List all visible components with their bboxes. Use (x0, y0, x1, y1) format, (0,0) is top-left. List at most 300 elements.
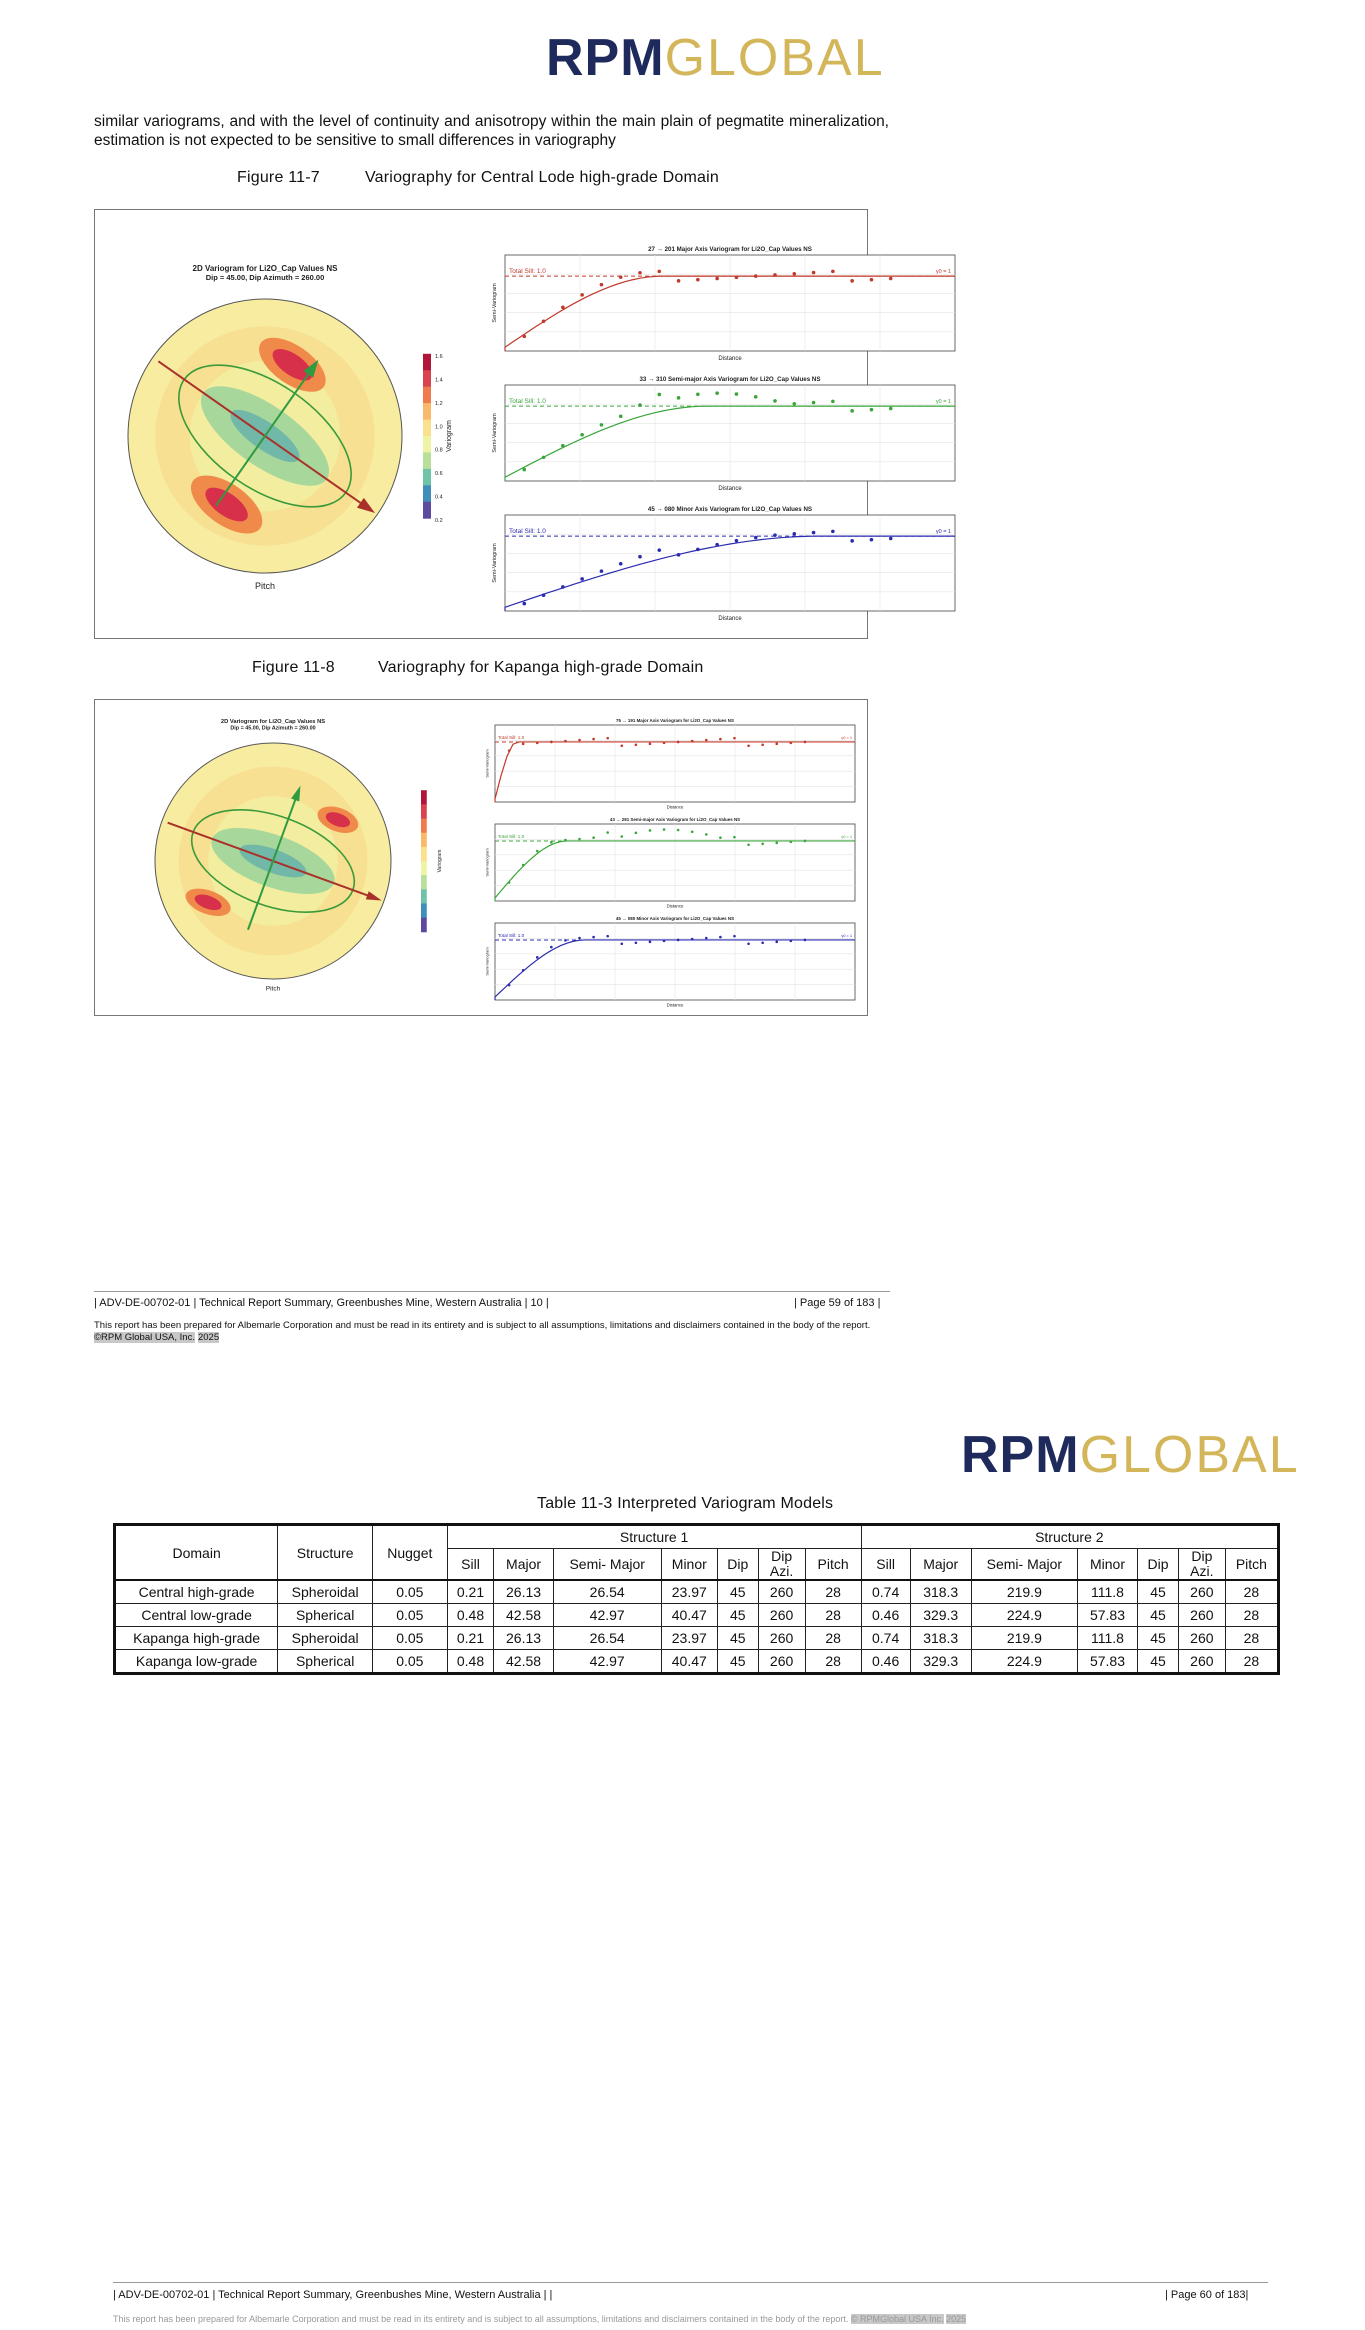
colorbar-segment (423, 485, 431, 502)
colorbar-segment (421, 918, 427, 933)
experimental-point (812, 531, 816, 535)
copyright-year: 2025 (946, 2314, 967, 2324)
experimental-point (754, 395, 758, 399)
experimental-point (691, 740, 694, 743)
experimental-point (775, 743, 778, 746)
sub-header-2-2: Semi- Major (971, 1549, 1077, 1581)
experimental-point (812, 401, 816, 405)
experimental-point (696, 278, 700, 282)
copyright-year: 2025 (197, 1332, 220, 1343)
colorbar-tick: 0.6 (435, 471, 443, 478)
experimental-point (761, 842, 764, 845)
table-cell: 42.97 (553, 1650, 661, 1674)
table-cell: 260 (1178, 1650, 1225, 1674)
experimental-point (804, 840, 807, 843)
variogram-panel-1 (492, 246, 955, 362)
experimental-point (889, 277, 893, 281)
table-cell: Spherical (278, 1604, 373, 1627)
colorbar-segment (421, 819, 427, 834)
stereonet (155, 719, 443, 993)
gamma-label: γ0 = 1 (841, 734, 853, 740)
colorbar-segment (421, 889, 427, 904)
sub-header-2-3: Minor (1077, 1549, 1137, 1581)
colorbar-tick: 0.2 (435, 518, 443, 525)
y-axis-label: Semi-Variogram (484, 749, 490, 778)
table-cell: 260 (758, 1627, 805, 1650)
table-cell: 0.05 (373, 1604, 447, 1627)
rpm-global-logo-page2 (961, 1427, 1300, 1483)
logo-global-text: GLOBAL (1079, 1426, 1300, 1484)
sill-label: Total Sill: 1.0 (509, 268, 546, 276)
experimental-point (606, 831, 609, 834)
experimental-point (580, 577, 584, 581)
table-cell: 28 (805, 1604, 861, 1627)
experimental-point (719, 738, 722, 741)
table-cell: 0.48 (447, 1650, 494, 1674)
table-cell: 28 (805, 1650, 861, 1674)
experimental-point (663, 940, 666, 943)
experimental-point (635, 941, 638, 944)
experimental-point (619, 562, 623, 566)
footer-doc-ref-page2: | ADV-DE-00702-01 | Technical Report Summary, Greenbushes Mine, Western Australia | | (113, 2289, 553, 2301)
table-row (115, 1580, 1279, 1604)
table-cell: Spherical (278, 1650, 373, 1674)
colorbar-label: Variogram (437, 849, 444, 873)
variogram-table-wrapper (113, 1523, 1280, 1675)
colorbar-tick: 1.2 (435, 400, 443, 407)
table-cell: 42.97 (553, 1604, 661, 1627)
experimental-point (715, 391, 719, 395)
experimental-point (638, 555, 642, 559)
gamma-label: γ0 = 1 (841, 932, 853, 938)
experimental-point (831, 530, 835, 534)
table-cell: 23.97 (661, 1580, 717, 1604)
experimental-point (542, 456, 546, 460)
table-cell: Central low-grade (115, 1604, 278, 1627)
logo-global-text: GLOBAL (664, 29, 885, 87)
table-cell: 45 (1138, 1580, 1179, 1604)
experimental-point (733, 737, 736, 740)
experimental-point (657, 270, 661, 274)
disclaimer-text: This report has been prepared for Albemarle Corporation and must be read in its entirety and is subject to all assumptions, limitations and disclaimers contained in the body of the report. (113, 2314, 851, 2324)
sub-header-1-4: Dip (717, 1549, 758, 1581)
colorbar-tick: 1.4 (435, 377, 443, 384)
table-cell: 0.74 (861, 1580, 910, 1604)
table-cell: 45 (717, 1580, 758, 1604)
colorbar-segment (423, 469, 431, 486)
table-cell: 40.47 (661, 1650, 717, 1674)
experimental-point (649, 829, 652, 832)
footer-divider (94, 1291, 890, 1292)
figure-11-7-caption (237, 169, 719, 187)
experimental-point (600, 283, 604, 287)
experimental-point (870, 278, 874, 282)
experimental-point (600, 569, 604, 573)
table-cell: 224.9 (971, 1604, 1077, 1627)
experimental-point (561, 306, 565, 310)
experimental-point (677, 396, 681, 400)
table-cell: Spheroidal (278, 1580, 373, 1604)
table-cell: 260 (1178, 1580, 1225, 1604)
experimental-point (715, 277, 719, 281)
sub-header-1-5: Dip Azi. (758, 1549, 805, 1581)
table-cell: 45 (717, 1604, 758, 1627)
variography-figure-kapanga (95, 700, 867, 1015)
sill-label: Total Sill: 1.0 (497, 932, 525, 938)
experimental-point (561, 444, 565, 448)
table-cell: 45 (717, 1650, 758, 1674)
table-cell: 0.46 (861, 1650, 910, 1674)
footer-page-number: | Page 59 of 183 | (794, 1297, 881, 1309)
experimental-point (564, 939, 567, 942)
stereonet-title: 2D Variogram for Li2O_Cap Values NS (220, 718, 326, 725)
experimental-point (889, 537, 893, 541)
table-cell: 0.05 (373, 1580, 447, 1604)
stereonet-pitch-label: Pitch (254, 581, 276, 591)
gamma-label: γ0 = 1 (841, 833, 853, 839)
colorbar-segment (421, 847, 427, 862)
y-axis-label: Semi-Variogram (492, 543, 498, 583)
figure-title: Variography for Central Lode high-grade Domain (365, 169, 719, 186)
experimental-point (522, 335, 526, 339)
experimental-point (773, 273, 777, 277)
table-cell: 28 (1225, 1580, 1278, 1604)
table-cell: 111.8 (1077, 1580, 1137, 1604)
experimental-point (677, 553, 681, 557)
table-cell: 26.54 (553, 1627, 661, 1650)
x-axis-label: Distance (718, 486, 742, 492)
sub-header-2-6: Pitch (1225, 1549, 1278, 1581)
y-axis-label: Semi-Variogram (484, 947, 490, 976)
experimental-point (719, 836, 722, 839)
experimental-point (508, 749, 511, 752)
experimental-point (696, 392, 700, 396)
experimental-point (754, 536, 758, 540)
stereonet-subtitle: Dip = 45.00, Dip Azimuth = 260.00 (230, 725, 316, 732)
x-axis-label: Distance (666, 804, 684, 810)
experimental-point (606, 935, 609, 938)
experimental-point (649, 743, 652, 746)
experimental-point (696, 548, 700, 552)
variogram-panel-3 (485, 916, 855, 1007)
colorbar-segment (421, 804, 427, 819)
experimental-point (705, 833, 708, 836)
experimental-point (561, 585, 565, 589)
experimental-point (619, 275, 623, 279)
table-cell: Central high-grade (115, 1580, 278, 1604)
footer-page-number-page2: | Page 60 of 183| (1165, 2289, 1249, 2301)
experimental-point (663, 828, 666, 831)
panel-title: 43 → 281 Semi-major Axis Variogram for Li2O_Cap Values NS (609, 817, 741, 823)
experimental-point (790, 841, 793, 844)
y-axis-label: Semi-Variogram (492, 413, 498, 453)
table-cell: 0.48 (447, 1604, 494, 1627)
table-row (115, 1650, 1279, 1674)
panel-title: 45 → 080 Minor Axis Variogram for Li2O_Cap Values NS (615, 916, 735, 922)
header-domain: Domain (115, 1525, 278, 1581)
header-structure-1: Structure 1 (447, 1525, 861, 1549)
sub-header-1-3: Minor (661, 1549, 717, 1581)
sub-header-2-1: Major (910, 1549, 971, 1581)
colorbar-tick: 0.8 (435, 447, 443, 454)
experimental-point (870, 538, 874, 542)
colorbar-label: Variogram (446, 420, 453, 452)
experimental-point (550, 946, 553, 949)
table-cell: 260 (1178, 1604, 1225, 1627)
y-axis-label: Semi-Variogram (484, 848, 490, 877)
colorbar-tick: 1.6 (435, 353, 443, 360)
rpm-global-logo (546, 30, 885, 86)
colorbar-segment (423, 452, 431, 469)
experimental-point (620, 744, 623, 747)
figure-title: Variography for Kapanga high-grade Domain (378, 659, 704, 676)
sub-header-1-1: Major (494, 1549, 553, 1581)
table-cell: 26.13 (494, 1580, 553, 1604)
sub-header-1-6: Pitch (805, 1549, 861, 1581)
logo-rpm-text: RPM (546, 29, 665, 87)
disclaimer-text: This report has been prepared for Albemarle Corporation and must be read in its entirety and is subject to all assumptions, limitations and disclaimers contained in the body of the report. (94, 1320, 871, 1331)
experimental-point (508, 881, 511, 884)
figure-number: Figure 11-8 (252, 659, 335, 676)
experimental-point (754, 274, 758, 278)
x-axis-label: Distance (666, 1002, 684, 1008)
colorbar-segment (423, 354, 431, 371)
colorbar-segment (423, 502, 431, 519)
colorbar-segment (423, 387, 431, 404)
table-cell: 42.58 (494, 1650, 553, 1674)
experimental-point (522, 602, 526, 606)
header-structure: Structure (278, 1525, 373, 1581)
table-cell: 0.74 (861, 1627, 910, 1650)
experimental-point (790, 742, 793, 745)
x-axis-label: Distance (718, 616, 742, 622)
figure-11-8-image (94, 699, 868, 1016)
experimental-point (508, 984, 511, 987)
table-cell: 26.13 (494, 1627, 553, 1650)
table-cell: 28 (1225, 1627, 1278, 1650)
body-paragraph: similar variograms, and with the level of continuity and anisotropy within the main plain of pegmatite mineralization, estimation is not expected to be sensitive to small differences in variography (94, 113, 889, 149)
table-cell: 0.05 (373, 1627, 447, 1650)
colorbar-segment (423, 403, 431, 420)
experimental-point (705, 739, 708, 742)
colorbar-tick: 0.4 (435, 494, 443, 501)
experimental-point (580, 293, 584, 297)
colorbar-segment (423, 420, 431, 437)
experimental-point (747, 843, 750, 846)
experimental-point (580, 433, 584, 437)
table-cell: 45 (1138, 1604, 1179, 1627)
figure-11-7-image (94, 209, 951, 639)
table-row (115, 1627, 1279, 1650)
experimental-point (735, 392, 739, 396)
experimental-point (850, 409, 854, 413)
experimental-point (850, 539, 854, 543)
experimental-point (578, 739, 581, 742)
table-cell: 42.58 (494, 1604, 553, 1627)
experimental-point (747, 744, 750, 747)
experimental-point (733, 935, 736, 938)
experimental-point (657, 548, 661, 552)
experimental-point (747, 942, 750, 945)
table-cell: 111.8 (1077, 1627, 1137, 1650)
table-body (115, 1580, 1279, 1674)
table-11-3-caption (537, 1495, 833, 1513)
table-cell: 318.3 (910, 1580, 971, 1604)
experimental-point (790, 940, 793, 943)
experimental-point (677, 939, 680, 942)
experimental-point (761, 941, 764, 944)
table-cell: 28 (805, 1627, 861, 1650)
table-cell: 57.83 (1077, 1604, 1137, 1627)
footer-divider-page2 (113, 2282, 1268, 2283)
copyright-text: © RPMGlobal USA Inc. (850, 2314, 944, 2324)
table-cell: 0.21 (447, 1580, 494, 1604)
sub-header-1-2: Semi- Major (553, 1549, 661, 1581)
experimental-point (792, 532, 796, 536)
stereonet-title: 2D Variogram for Li2O_Cap Values NS (192, 264, 338, 273)
experimental-point (592, 738, 595, 741)
table-cell: 40.47 (661, 1604, 717, 1627)
experimental-point (522, 864, 525, 867)
table-cell: 260 (758, 1650, 805, 1674)
sill-label: Total Sill: 1.0 (509, 528, 546, 536)
colorbar-segment (421, 790, 427, 805)
table-cell: 28 (1225, 1650, 1278, 1674)
panel-title: 33 → 310 Semi-major Axis Variogram for Li2O_Cap Values NS (639, 376, 821, 383)
experimental-point (677, 279, 681, 283)
sub-header-2-0: Sill (861, 1549, 910, 1581)
table-cell: 45 (1138, 1650, 1179, 1674)
experimental-point (719, 936, 722, 939)
experimental-point (638, 403, 642, 407)
variogram-models-table (113, 1523, 1280, 1675)
experimental-point (578, 838, 581, 841)
experimental-point (635, 743, 638, 746)
experimental-point (620, 835, 623, 838)
experimental-point (761, 743, 764, 746)
experimental-point (542, 320, 546, 324)
experimental-point (536, 956, 539, 959)
experimental-point (592, 936, 595, 939)
table-cell: Kapanga high-grade (115, 1627, 278, 1650)
table-cell: 329.3 (910, 1650, 971, 1674)
experimental-point (691, 938, 694, 941)
header-structure-2: Structure 2 (861, 1525, 1278, 1549)
experimental-point (705, 937, 708, 940)
table-number: Table 11-3 (537, 1495, 613, 1512)
table-cell: 57.83 (1077, 1650, 1137, 1674)
table-cell: 23.97 (661, 1627, 717, 1650)
table-cell: 0.21 (447, 1627, 494, 1650)
experimental-point (715, 543, 719, 547)
table-cell: 26.54 (553, 1580, 661, 1604)
variogram-panel-3 (492, 506, 955, 622)
experimental-point (592, 836, 595, 839)
experimental-point (677, 829, 680, 832)
experimental-point (735, 539, 739, 543)
experimental-point (804, 939, 807, 942)
experimental-point (733, 836, 736, 839)
gamma-label: γ0 = 1 (935, 269, 951, 276)
experimental-point (773, 399, 777, 403)
table-cell: 0.05 (373, 1650, 447, 1674)
stereonet (128, 264, 453, 591)
experimental-point (635, 832, 638, 835)
experimental-point (792, 272, 796, 276)
experimental-point (870, 408, 874, 412)
variogram-panel-2 (485, 817, 855, 908)
table-cell: 329.3 (910, 1604, 971, 1627)
sill-label: Total Sill: 1.0 (497, 833, 525, 839)
figure-number: Figure 11-7 (237, 169, 320, 186)
footer-doc-ref: | ADV-DE-00702-01 | Technical Report Summary, Greenbushes Mine, Western Australia | 10 | (94, 1297, 549, 1309)
variography-figure-central (95, 210, 951, 638)
experimental-point (663, 742, 666, 745)
variogram-panel-1 (485, 718, 855, 809)
colorbar-segment (423, 370, 431, 387)
footer-disclaimer (94, 1320, 890, 1344)
experimental-point (522, 743, 525, 746)
experimental-point (735, 276, 739, 280)
experimental-point (831, 270, 835, 274)
experimental-point (638, 271, 642, 275)
panel-title: 75 → 191 Major Axis Variogram for Li2O_Cap Values NS (616, 718, 734, 724)
panel-title: 45 → 080 Minor Axis Variogram for Li2O_Cap Values NS (647, 506, 813, 513)
gamma-label: γ0 = 1 (935, 529, 951, 536)
experimental-point (889, 407, 893, 411)
experimental-point (773, 533, 777, 537)
table-cell: 28 (1225, 1604, 1278, 1627)
experimental-point (550, 841, 553, 844)
experimental-point (775, 842, 778, 845)
experimental-point (620, 942, 623, 945)
stereonet-pitch-label: Pitch (265, 985, 281, 993)
footer-disclaimer-page2 (113, 2313, 1273, 2325)
experimental-point (542, 593, 546, 597)
x-axis-label: Distance (666, 903, 684, 909)
colorbar-segment (421, 861, 427, 876)
experimental-point (812, 271, 816, 275)
logo-rpm-text: RPM (961, 1426, 1080, 1484)
table-cell: 45 (1138, 1627, 1179, 1650)
experimental-point (550, 741, 553, 744)
table-cell: 219.9 (971, 1627, 1077, 1650)
header-nugget: Nugget (373, 1525, 447, 1581)
colorbar-segment (421, 903, 427, 918)
experimental-point (677, 741, 680, 744)
table-cell: Kapanga low-grade (115, 1650, 278, 1674)
table-row (115, 1604, 1279, 1627)
experimental-point (578, 937, 581, 940)
table-cell: 318.3 (910, 1627, 971, 1650)
y-axis-label: Semi-Variogram (492, 283, 498, 323)
copyright-text: ©RPM Global USA, Inc. (94, 1332, 195, 1343)
sill-label: Total Sill: 1.0 (497, 734, 525, 740)
table-cell: 224.9 (971, 1650, 1077, 1674)
colorbar-segment (421, 833, 427, 848)
experimental-point (606, 737, 609, 740)
experimental-point (657, 393, 661, 397)
experimental-point (775, 941, 778, 944)
sill-label: Total Sill: 1.0 (509, 398, 546, 406)
figure-11-8-caption (252, 659, 703, 677)
colorbar-segment (423, 436, 431, 453)
colorbar-tick: 1.0 (435, 424, 443, 431)
experimental-point (831, 400, 835, 404)
table-cell: 45 (717, 1627, 758, 1650)
experimental-point (564, 839, 567, 842)
table-cell: 260 (1178, 1627, 1225, 1650)
